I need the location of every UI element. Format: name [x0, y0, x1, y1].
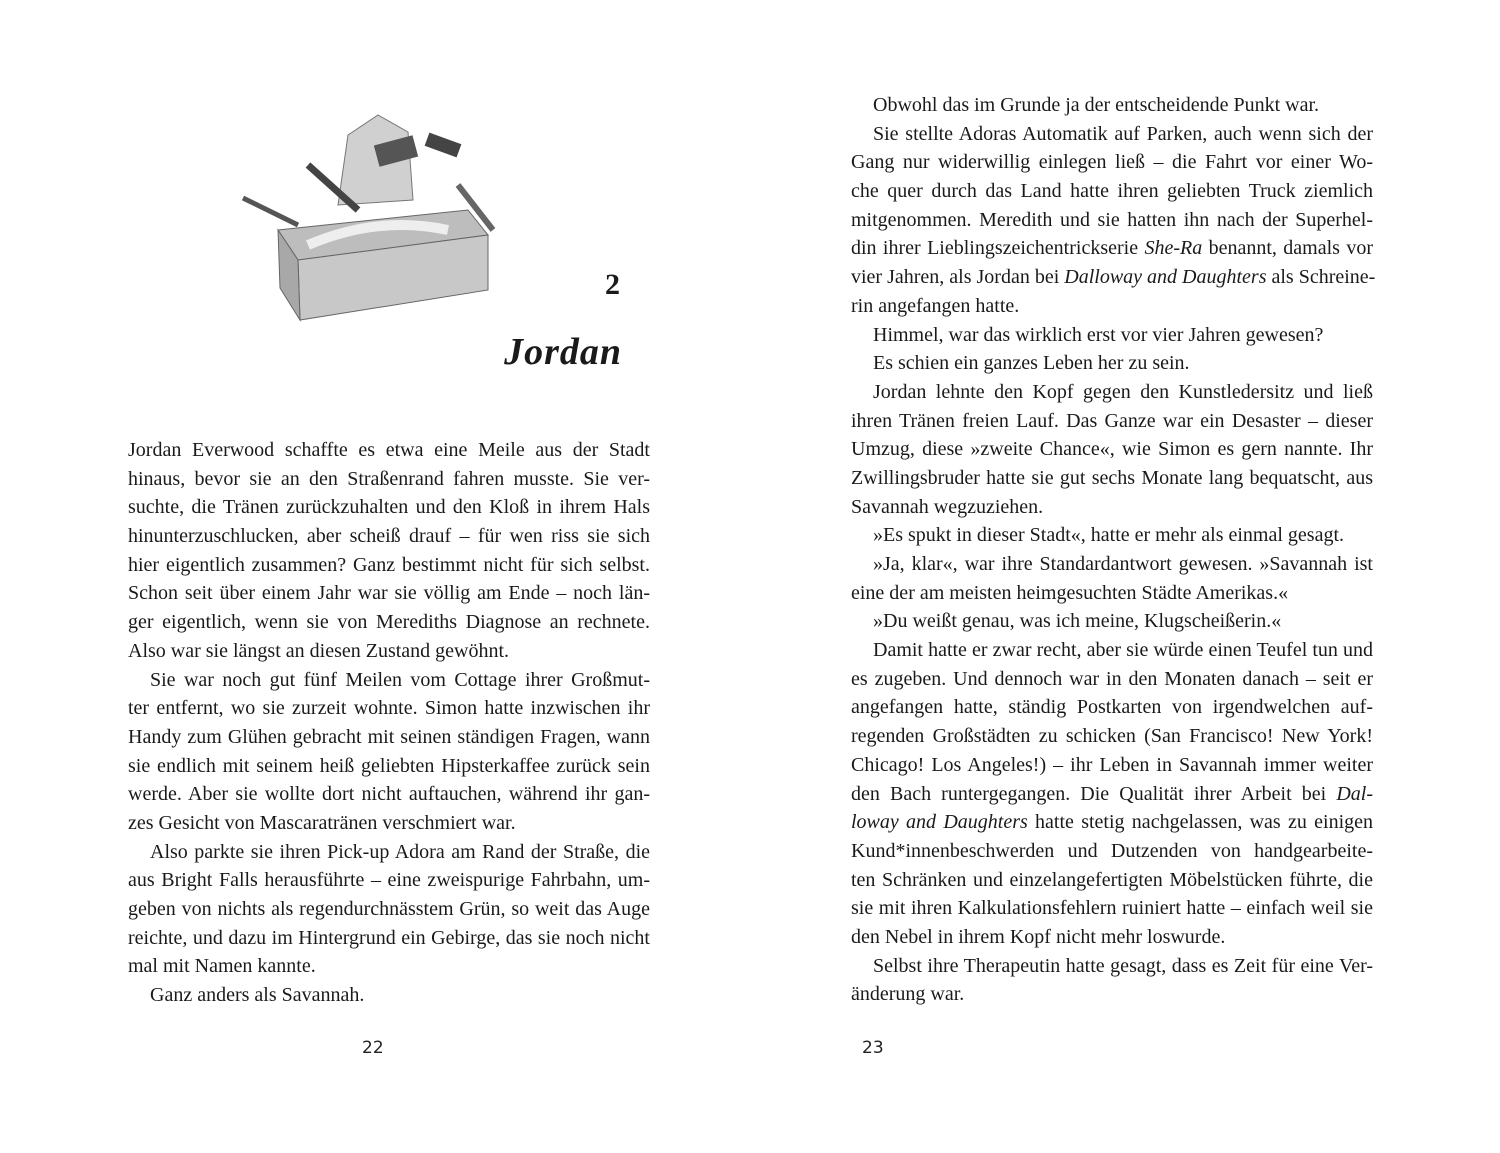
- text-line: [128, 522, 650, 551]
- text-segment: sie endlich mit seinem heiß geliebten Hipsterkaffee zurück sein: [128, 754, 650, 777]
- right-page: [750, 0, 1500, 1153]
- text-segment: suchte, die Tränen zurückzuhalten und den Kloß in ihrem Hals: [128, 496, 650, 519]
- page-number: 23: [862, 1038, 884, 1058]
- text-segment: den Bach runtergegangen. Die Qualität ihrer Arbeit bei: [851, 782, 1337, 805]
- text-line: [851, 263, 1376, 292]
- text-segment: sie mit ihren Kalkulationsfehlern ruiniert hatte – einfach weil sie: [851, 897, 1373, 920]
- text-segment: den Nebel in ihrem Kopf nicht mehr loswurde.: [851, 925, 1226, 948]
- text-line: [128, 551, 650, 580]
- text-segment: din ihrer Lieblingszeichentrickserie: [851, 237, 1145, 260]
- text-segment: werde. Aber sie wollte dort nicht auftauchen, während ihr gan-: [128, 783, 650, 806]
- text-segment: hinaus, bevor sie an den Straßenrand fahren musste. Sie ver-: [128, 467, 650, 490]
- text-segment: »Es spukt in dieser Stadt«, hatte er mehr als einmal gesagt.: [873, 524, 1344, 547]
- text-line: [128, 981, 650, 1010]
- text-line: [851, 464, 1373, 493]
- text-line: [851, 206, 1373, 235]
- body-text: [851, 91, 1376, 1009]
- body-text: [128, 436, 650, 1010]
- text-segment: es zugeben. Und dennoch war in den Monaten danach – seit er: [851, 667, 1373, 690]
- text-line: [128, 579, 650, 608]
- text-segment: vier Jahren, als Jordan bei: [851, 266, 1065, 289]
- text-line: [128, 809, 650, 838]
- text-segment: hinunterzuschlucken, aber scheiß drauf – für wen riss sie sich: [128, 525, 650, 548]
- text-line: [851, 952, 1373, 981]
- text-segment: Umzug, diese »zweite Chance«, wie Simon es gern nannte. Ihr: [851, 438, 1373, 461]
- text-segment: Jordan lehnte den Kopf gegen den Kunstledersitz und ließ: [873, 380, 1373, 403]
- text-line: [128, 694, 650, 723]
- text-segment: geben von nichts als regendurchnässtem Grün, so weit das Auge: [128, 898, 650, 920]
- text-line: [851, 780, 1373, 809]
- italic-text: Dal-: [1336, 782, 1373, 805]
- text-line: [128, 866, 650, 895]
- text-segment: Sie war noch gut fünf Meilen vom Cottage ihrer Großmut-: [150, 668, 650, 691]
- text-line: [128, 780, 650, 809]
- text-segment: rin angefangen hatte.: [851, 294, 1020, 317]
- text-segment: reichte, und dazu im Hintergrund ein Gebirge, das sie noch nicht: [128, 926, 650, 949]
- text-segment: hatte stetig nachgelassen, was zu einigen: [1027, 811, 1373, 834]
- text-line: [128, 924, 650, 953]
- text-segment: Savannah wegzuziehen.: [851, 495, 1044, 518]
- text-segment: Also parkte sie ihren Pick-up Adora am Rand der Straße, die: [150, 840, 650, 863]
- text-line: [851, 693, 1373, 722]
- text-line: [851, 493, 1373, 522]
- text-line: [851, 607, 1373, 636]
- italic-text: loway and Daughters: [851, 811, 1028, 834]
- text-line: [128, 436, 650, 465]
- text-segment: ter entfernt, wo sie zurzeit wohnte. Simon hatte inzwischen ihr: [128, 697, 650, 720]
- text-segment: ten Schränken und einzelangefertigten Möbelstücken führte, die: [851, 868, 1373, 891]
- text-segment: Chicago! Los Angeles!) – ihr Leben in Savannah immer weiter: [851, 753, 1373, 776]
- text-line: [851, 923, 1373, 952]
- page-number: 22: [362, 1038, 384, 1058]
- text-segment: Zwillingsbruder hatte sie gut sechs Monate lang bequatscht, aus: [851, 466, 1373, 489]
- text-segment: mitgenommen. Meredith und sie hatten ihn nach der Superhel-: [851, 208, 1373, 231]
- chapter-number: 2: [605, 268, 620, 301]
- text-segment: Es schien ein ganzes Leben her zu sein.: [873, 352, 1190, 375]
- text-segment: Himmel, war das wirklich erst vor vier Jahren gewesen?: [873, 323, 1324, 346]
- text-line: [851, 751, 1373, 780]
- text-line: [851, 579, 1373, 608]
- text-line: [128, 752, 650, 781]
- text-line: [851, 550, 1373, 579]
- text-segment: benannt, damals vor: [1202, 237, 1373, 260]
- text-line: [128, 637, 650, 666]
- text-line: [851, 148, 1373, 177]
- chapter-title: Jordan: [504, 331, 622, 373]
- text-segment: Obwohl das im Grunde ja der entscheidende Punkt war.: [873, 94, 1320, 116]
- toolbox-illustration: [238, 110, 518, 330]
- text-segment: Ganz anders als Savannah.: [150, 984, 365, 1007]
- text-segment: Selbst ihre Therapeutin hatte gesagt, dass es Zeit für eine Ver-: [873, 954, 1373, 977]
- text-line: [128, 952, 650, 981]
- text-segment: Jordan Everwood schaffte es etwa eine Meile aus der Stadt: [128, 439, 650, 461]
- text-line: [851, 521, 1373, 550]
- text-segment: Also war sie längst an diesen Zustand gewöhnt.: [128, 639, 510, 662]
- text-segment: angefangen hatte, ständig Postkarten von irgendwelchen auf-: [851, 696, 1373, 719]
- text-line: [851, 91, 1373, 120]
- text-segment: »Ja, klar«, war ihre Standardantwort gewesen. »Savannah ist: [873, 553, 1373, 575]
- text-segment: Damit hatte er zwar recht, aber sie würde einen Teufel tun und: [873, 639, 1373, 662]
- text-line: [851, 349, 1373, 378]
- text-line: [851, 292, 1373, 321]
- text-line: [128, 723, 650, 752]
- text-line: [851, 837, 1373, 866]
- text-segment: mal mit Namen kannte.: [128, 955, 316, 978]
- text-line: [128, 666, 650, 695]
- text-line: [851, 722, 1373, 751]
- text-segment: Gang nur widerwillig einlegen ließ – die Fahrt vor einer Wo-: [851, 151, 1373, 174]
- text-line: [851, 665, 1373, 694]
- text-segment: Schon seit über einem Jahr war sie völlig am Ende – noch län-: [128, 582, 650, 605]
- text-segment: zes Gesicht von Mascaratränen verschmiert war.: [128, 811, 516, 834]
- text-line: [851, 866, 1373, 895]
- text-segment: regenden Großstädten zu schicken (San Francisco! New York!: [851, 725, 1373, 748]
- text-line: [128, 838, 650, 867]
- text-line: [851, 636, 1373, 665]
- text-segment: als Schreine-: [1266, 266, 1376, 289]
- text-line: [851, 378, 1373, 407]
- text-segment: Sie stellte Adoras Automatik auf Parken, auch wenn sich der: [873, 122, 1373, 145]
- text-segment: Handy zum Glühen gebracht mit seinen ständigen Fragen, wann: [128, 725, 650, 748]
- text-line: [128, 465, 650, 494]
- text-line: [851, 808, 1373, 837]
- text-line: [128, 895, 650, 924]
- text-line: [128, 608, 650, 637]
- text-segment: änderung war.: [851, 983, 965, 1006]
- text-line: [851, 234, 1373, 263]
- italic-text: Dalloway and Daughters: [1064, 266, 1267, 289]
- text-line: [851, 120, 1373, 149]
- text-line: [851, 894, 1373, 923]
- text-segment: aus Bright Falls herausführte – eine zweispurige Fahrbahn, um-: [128, 869, 650, 892]
- text-line: [851, 435, 1373, 464]
- text-segment: hier eigentlich zusammen? Ganz bestimmt nicht für sich selbst.: [128, 553, 650, 576]
- text-line: [851, 177, 1373, 206]
- italic-text: She-Ra: [1144, 237, 1203, 260]
- text-segment: eine der am meisten heimgesuchten Städte Amerikas.«: [851, 581, 1289, 604]
- text-segment: ger eigentlich, wenn sie von Merediths Diagnose an rechnete.: [128, 611, 650, 634]
- text-line: [851, 980, 1373, 1009]
- text-line: [851, 407, 1373, 436]
- text-line: [128, 493, 650, 522]
- text-segment: ihren Tränen freien Lauf. Das Ganze war ein Desaster – dieser: [851, 409, 1373, 432]
- text-line: [851, 321, 1373, 350]
- text-segment: che quer durch das Land hatte ihren geliebten Truck ziemlich: [851, 180, 1373, 203]
- text-segment: »Du weißt genau, was ich meine, Klugscheißerin.«: [873, 610, 1282, 633]
- text-segment: Kund*innenbeschwerden und Dutzenden von handgearbeite-: [851, 839, 1373, 862]
